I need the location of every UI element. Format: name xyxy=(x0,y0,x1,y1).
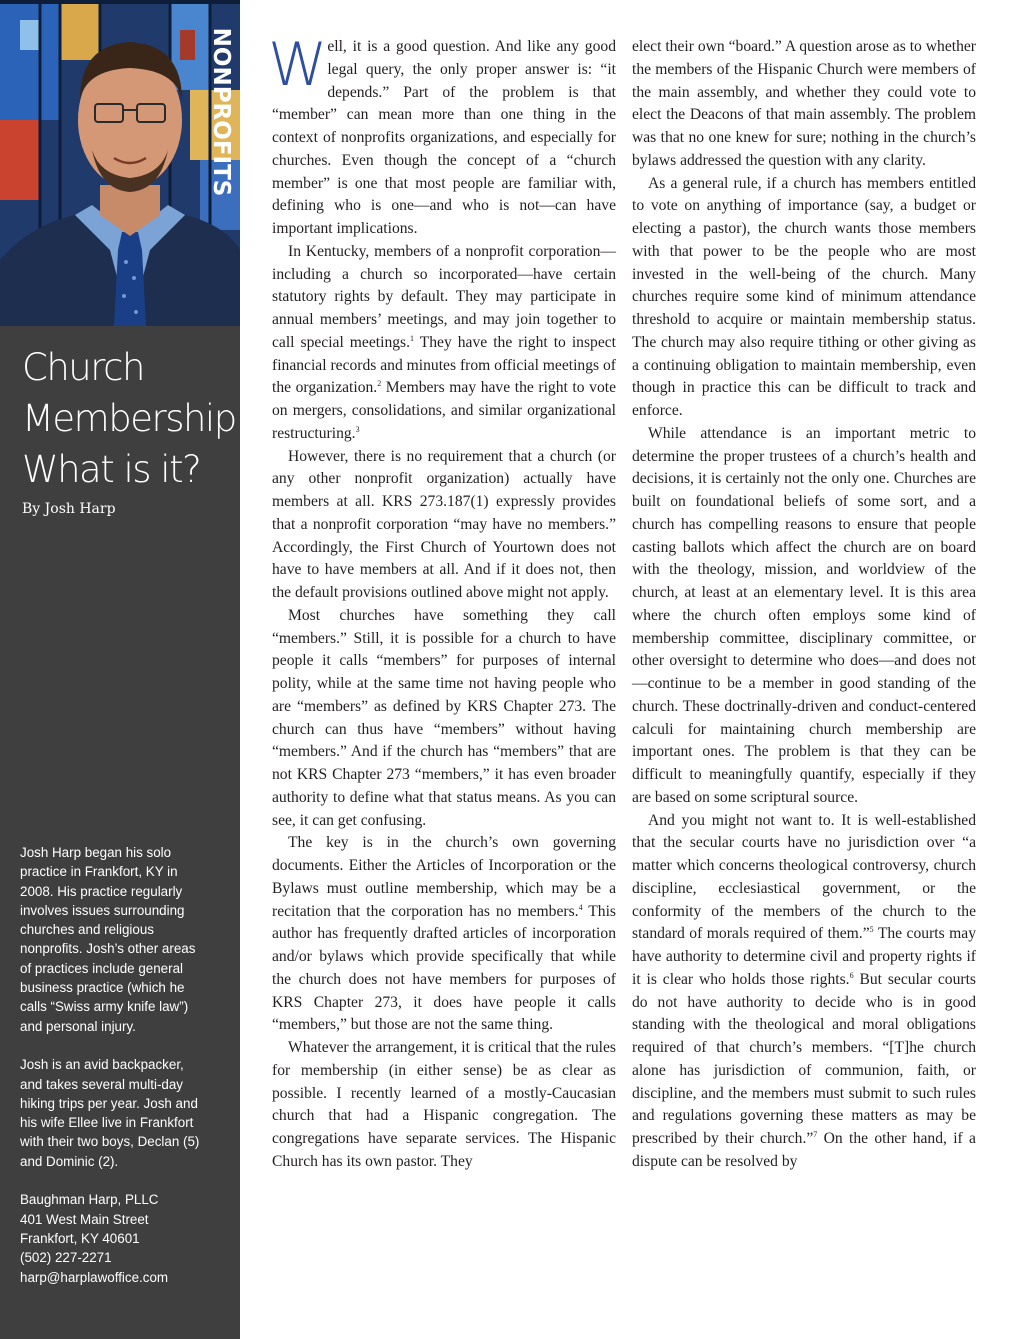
section-label: NONPROFITS xyxy=(208,27,234,197)
paragraph-text: The courts may have authority to determine civil and property rights if it is clear who holds those rights. xyxy=(632,925,976,988)
paragraph-text: ell, it is a good question. And like any good legal query, the only proper answer is: “it depends.” Part of the problem is that “member” can mean more than one thing in the context of nonprofits organizations, and especially for churches. Even though the concept of a “church member” is one that most people are familiar with, defining who is one—and who is not—can have important implications. xyxy=(272,38,616,237)
article-paragraph xyxy=(272,605,616,833)
title-line: What is it? xyxy=(22,448,201,491)
drop-cap: W xyxy=(268,30,324,100)
title-line: Church xyxy=(22,346,144,389)
paragraph-text: The key is in the church’s own governing documents. Either the Articles of Incorporation or the Bylaws must outline membership, which may be a recitation that the corporation has no members. xyxy=(272,834,616,920)
email-address[interactable]: harp@harplawoffice.com xyxy=(20,1269,169,1285)
paragraph-text: While attendance is an important metric to determine the proper trustees of a church’s health and decisions, it is certainly not the only one. Churches are built on foundational beliefs of some sort, and a church has compelling reasons to ensure that people casting ballots which affect the church are on board with the theology, mission, and worldview of the church, at least at an elementary level. It is this area where the church often employs some kind of membership committee, disciplinary committee, or other oversight to determine who does—and does not—continue to be a member in good standing of the church. These doctrinally-driven and conduct-centered calculi for maintaining church membership are important ones. The problem is that they can be difficult to meaningfully quantify, especially if they are based on some scriptural source. xyxy=(632,424,976,806)
paragraph-text: Whatever the arrangement, it is critical that the rules for membership (in either sense) be as clear as possible. I recently learned of a mostly-Caucasian church that had a Hispanic congregation. The congregations have separate services. The Hispanic Church has its own pastor. They xyxy=(272,1039,616,1170)
street-address: 401 West Main Street xyxy=(20,1211,149,1227)
paragraph-text: elect their own “board.” A question arose as to whether the members of the Hispanic Church were members of the main assembly, and whether they could vote to elect the Deacons of that main assembly. The problem was that no one knew for sure; nothing in the church’s bylaws addressed the question with any clarity. xyxy=(632,38,976,169)
article-title xyxy=(22,342,247,495)
article-column-2 xyxy=(632,36,976,1174)
sidebar xyxy=(0,0,247,1339)
footnote-mark: 3 xyxy=(355,424,360,434)
article-paragraph xyxy=(272,832,616,1037)
article-paragraph xyxy=(272,241,616,446)
bio-paragraph: Josh Harp began his solo practice in Frankfort, KY in 2008. His practice regularly involves issues surrounding churches and religious nonprofits. Josh’s other areas of practices include general business practice (which he calls “Swiss army knife law”) and personal injury. xyxy=(20,845,196,1034)
article-paragraph xyxy=(268,30,616,241)
footnote-mark: 7 xyxy=(813,1129,818,1139)
paragraph-text: And you might not want to. It is well-established that the secular courts have no jurisdiction over “a matter which concerns theological controversy, church discipline, ecclesiastical government, or the conformity of the members of the church to the standard of morals required of them.” xyxy=(632,811,976,943)
byline: By Josh Harp xyxy=(22,501,116,517)
article-paragraph xyxy=(632,423,976,810)
article-paragraph xyxy=(632,36,976,173)
paragraph-text: As a general rule, if a church has members entitled to vote on anything of importance (say, a budget or electing a pastor), the church wants those members with that power to be the people who are most invested in the well-being of the church. Many churches require some kind of minimum attendance threshold to acquire or maintain membership status. The church may also require tithing or other giving as a continuing obligation to maintain membership, even though in practice this can be difficult to track and enforce. xyxy=(632,174,976,419)
article-paragraph xyxy=(272,446,616,605)
phone-number: (502) 227-2271 xyxy=(20,1250,112,1266)
paragraph-text: But secular courts do not have authority to decide who is in good standing with the theological and moral obligations required of that church’s members. “[T]he church alone has jurisdiction of communion, faith, or discipline, and the members must submit to such rules and regulations governing these matters as may be prescribed by their church.” xyxy=(632,970,976,1147)
footnote-mark: 6 xyxy=(849,970,854,980)
article-paragraph xyxy=(632,810,976,1174)
footnote-mark: 1 xyxy=(410,333,414,343)
firm-name: Baughman Harp, PLLC xyxy=(20,1192,159,1208)
paragraph-text: In Kentucky, members of a nonprofit corporation—including a church so incorporated—have certain statutory rights by default. They may participate in annual members’ meetings, and may join together to call special meetings. xyxy=(272,242,616,351)
paragraph-text: However, there is no requirement that a church (or any other nonprofit organization) actually have members at all. KRS 273.187(1) expressly provides that a nonprofit corporation “may have no members.” Accordingly, the First Church of Yourtown does not have to have members at all. And if it does not, then the default provisions outlined above might not apply. xyxy=(272,447,616,601)
city-state-zip: Frankfort, KY 40601 xyxy=(20,1230,140,1246)
title-line: Membership: xyxy=(22,397,247,440)
contact-block xyxy=(20,1190,235,1286)
paragraph-text: On the other hand, if a dispute can be resolved by xyxy=(632,1130,976,1170)
article-paragraph xyxy=(272,1037,616,1174)
paragraph-text: Members may have the right to vote on mergers, consolidations, and similar organizational restructuring. xyxy=(272,379,616,442)
article-column-1 xyxy=(268,30,616,1174)
paragraph-text: Most churches have something they call “members.” Still, it is possible for a church to have people it calls “members” for purposes of internal polity, while at the same time not having people who are “members” as defined by KRS Chapter 273. The church can thus have “members” without having “members.” And if the church has “members” that are not KRS Chapter 273 “members,” it has even broader authority to define what that status means. As you can see, it can get confusing. xyxy=(272,606,616,829)
footnote-mark: 5 xyxy=(869,925,874,935)
footnote-mark: 2 xyxy=(377,379,382,389)
article-paragraph xyxy=(632,173,976,423)
footnote-mark: 4 xyxy=(578,902,583,912)
paragraph-text: This author has frequently drafted articles of incorporation and/or bylaws which provide specifically that while the church does not have members for purposes of KRS Chapter 273, it does have people it calls “members,” but those are not the same thing. xyxy=(272,902,616,1034)
paragraph-text: They have the right to inspect financial records and minutes from official meetings of the organization. xyxy=(272,333,616,397)
bio-paragraph: Josh is an avid backpacker, and takes several multi-day hiking trips per year. Josh and his wife Ellee live in Frankfort with their two boys, Declan (5) and Dominic (2). xyxy=(20,1057,200,1169)
author-bio xyxy=(20,843,235,1287)
